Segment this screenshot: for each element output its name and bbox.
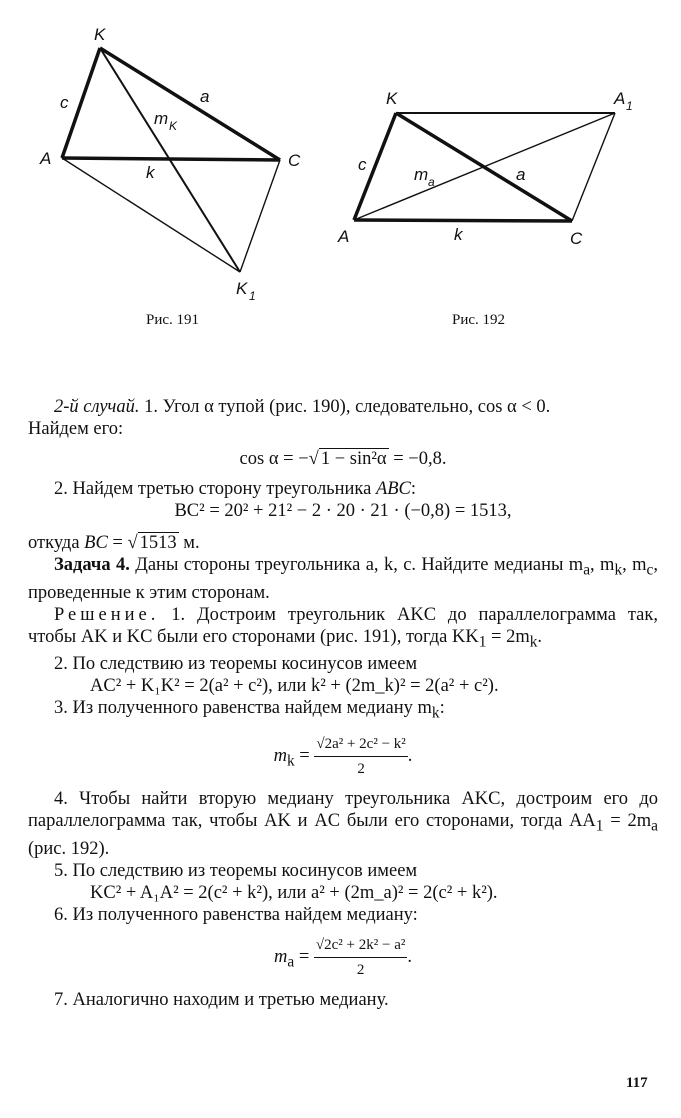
task4-sub-k: k xyxy=(614,561,623,579)
fig191-label-m-sub: K xyxy=(169,119,178,133)
ma-denominator: 2 xyxy=(356,961,365,978)
para-result xyxy=(28,532,658,554)
fig192-label-A1: A xyxy=(614,89,626,108)
step2-end: : xyxy=(410,479,417,499)
fig191-label-K: K xyxy=(94,25,106,44)
para-step-3 xyxy=(28,697,658,725)
mk-lhs-sub: k xyxy=(286,752,295,770)
caption-fig191: Рис. 191 xyxy=(146,312,200,328)
fig192-label-m: m xyxy=(414,165,429,184)
fig192-label-k: k xyxy=(454,225,463,244)
result-bc: BC xyxy=(84,533,108,553)
ma-lhs: m xyxy=(274,946,288,967)
formula-cos-lhs: cos α = − xyxy=(239,449,309,469)
para-step-7: 7. Аналогично находим и третью медиану. xyxy=(54,989,389,1010)
solution-1-end: = 2m xyxy=(486,626,530,647)
para-step-2: 2. По следствию из теоремы косинусов имеем xyxy=(54,654,418,675)
result-text: откуда xyxy=(28,533,80,553)
fig191-label-a: a xyxy=(200,87,210,106)
fig192-label-A1-sub: 1 xyxy=(626,99,633,113)
formula-cos-radical: √ 1 − sin²α xyxy=(308,449,387,469)
case-label: 2-й случай. xyxy=(54,397,140,417)
page-body xyxy=(28,396,658,1011)
fig191-label-K1: K xyxy=(236,279,248,298)
step4-sub: 1 xyxy=(595,817,604,835)
step3-sub: k xyxy=(431,705,440,723)
step4-end: = 2m xyxy=(603,811,652,832)
formula-step2: AC² + K₁K² = 2(a² + c²), или k² + (2m_k)² = 2(a² + c²). xyxy=(90,676,499,697)
step3-text: 3. Из полученного равенства найдем медиану m xyxy=(54,698,432,719)
task4-sub-c: c xyxy=(646,561,654,579)
task4-title: Задача 4. xyxy=(54,555,130,575)
fig191-label-K1-sub: 1 xyxy=(249,289,256,303)
ma-numerator: √2c² + 2k² − a² xyxy=(314,934,407,958)
step4-sub2: a xyxy=(651,817,658,835)
step3-end: : xyxy=(439,698,445,719)
mk-fraction xyxy=(314,733,407,780)
para-case2 xyxy=(28,396,658,418)
para-case2-cont: Найдем его: xyxy=(28,419,124,439)
solution-1-sub2: k xyxy=(529,633,538,651)
para-step-6: 6. Из полученного равенства найдем медиану: xyxy=(54,904,418,925)
caption-fig192: Рис. 192 xyxy=(452,312,506,328)
mk-denominator: 2 xyxy=(357,761,365,778)
solution-1-dot: . xyxy=(537,626,543,647)
task4-end: , проведенные к этим сторонам. xyxy=(28,555,659,603)
step2-abc: ABC xyxy=(375,479,411,499)
step2-text: 2. Найдем третью сторону треугольника xyxy=(54,479,372,499)
ma-radicand: 2c² + 2k² − a² xyxy=(324,936,406,953)
para-step2 xyxy=(28,478,658,500)
para-task4 xyxy=(28,554,658,604)
formula-bc: BC² = 20² + 21² − 2 · 20 · 21 · (−0,8) = 1513, xyxy=(174,501,512,521)
formula-cos xyxy=(28,448,658,470)
step4-tail: (рис. 192). xyxy=(28,838,110,859)
solution-1-text: 1. Достроим треугольник AKC до параллелограмма так, чтобы AK и KC были его сторонами (рис. 191), тогда KK xyxy=(28,604,658,647)
task4-text: Даны стороны треугольника a, k, c. Найдите медианы m xyxy=(129,555,584,575)
result-unit: м. xyxy=(178,533,200,553)
formula-cos-rhs: = −0,8. xyxy=(388,449,447,469)
case2-text: 1. Угол α тупой (рис. 190), следовательно, cos α < 0. xyxy=(139,397,551,417)
figure-191 xyxy=(0,0,681,340)
fig192-label-K: K xyxy=(386,89,398,108)
ma-dot: . xyxy=(407,946,412,967)
fig192-label-a: a xyxy=(516,165,526,184)
task4-mk: , m xyxy=(590,555,615,575)
step4-text: 4. Чтобы найти вторую медиану треугольника AKC, достроим его до параллелограмма так, чтобы AK и AC были его сторонами, тогда AA xyxy=(28,789,658,832)
fig192-label-A: A xyxy=(338,227,350,246)
fig191-label-C: C xyxy=(288,151,301,170)
page-number: 117 xyxy=(626,1075,648,1091)
mk-eq: = xyxy=(294,745,315,766)
result-eq: = xyxy=(107,533,128,553)
task4-mc: , m xyxy=(622,555,647,575)
mk-dot: . xyxy=(407,745,413,766)
fig192-lines xyxy=(354,113,615,221)
fig191-label-k: k xyxy=(146,163,155,182)
formula-cos-radicand: 1 − sin²α xyxy=(320,449,387,469)
result-radical: √ 1513 xyxy=(127,533,177,553)
fig191-label-A: A xyxy=(40,149,52,168)
formula-ma xyxy=(28,934,658,981)
ma-lhs-sub: a xyxy=(287,953,295,971)
result-radicand: 1513 xyxy=(139,533,177,553)
formula-step5: KC² + A₁A² = 2(c² + k²), или a² + (2m_a)² = 2(c² + k²). xyxy=(90,882,498,903)
fig191-lines xyxy=(62,48,280,272)
solution-word: Решение. xyxy=(54,604,160,625)
fig191-label-m: m xyxy=(154,109,169,128)
formula-mk xyxy=(28,733,658,780)
solution-1-sub: 1 xyxy=(478,633,487,651)
para-step-4 xyxy=(28,788,658,860)
para-step-5: 5. По следствию из теоремы косинусов имеем xyxy=(54,860,418,881)
task4-sub-a: a xyxy=(583,561,591,579)
mk-lhs: m xyxy=(273,745,287,766)
mk-numerator: √2a² + 2c² − k² xyxy=(314,733,407,757)
ma-fraction xyxy=(314,934,407,981)
fig191-label-c: c xyxy=(60,93,69,112)
ma-eq: = xyxy=(294,946,314,967)
para-solution-1 xyxy=(28,604,658,654)
mk-radicand: 2a² + 2c² − k² xyxy=(324,736,406,753)
fig192-label-C: C xyxy=(570,229,583,248)
fig192-label-c: c xyxy=(358,155,367,174)
fig192-label-m-sub: a xyxy=(428,175,435,189)
